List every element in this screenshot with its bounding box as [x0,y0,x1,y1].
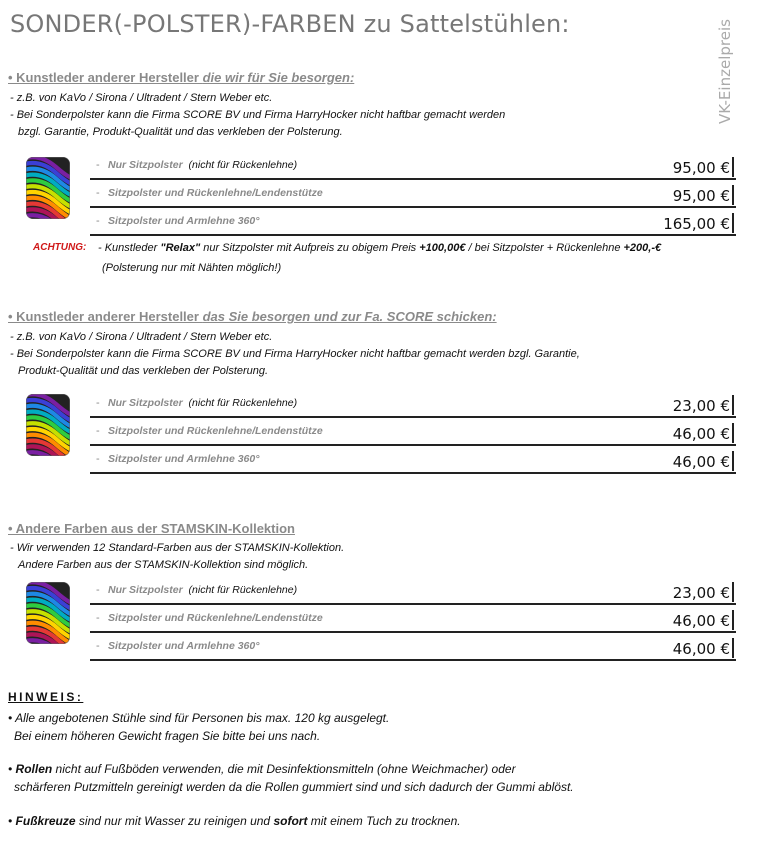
section-3-line-2: Andere Farben aus der STAMSKIN-Kollektion sind möglich. [18,559,309,571]
warning-text-2: nur Sitzpolster mit Aufpreis zu obigem Preis [200,242,420,254]
note-3-bullet: • [8,814,16,828]
note-2-line-1 [8,762,516,776]
warning-label: ACHTUNG: [33,242,87,253]
note-3-text-2: mit einem Tuch zu trocknen. [307,814,461,828]
section-2-heading-text: • Kunstleder anderer Hersteller [8,309,203,324]
note-3-bold: Fußkreuze [15,814,76,828]
note-2-text: nicht auf Fußböden verwenden, die mit Desinfektionsmitteln (ohne Weichmacher) oder [52,762,516,776]
note-3-text-1: sind nur mit Wasser zu reinigen und [75,814,274,828]
page-title: SONDER(-POLSTER)-FARBEN zu Sattelstühlen: [10,10,570,38]
warning-text-1: - Kunstleder [98,242,161,254]
section-2-line-3: Produkt-Qualität und das verkleben der Polsterung. [18,365,269,377]
section-3-heading [8,521,295,536]
item-label: Sitzpolster und Armlehne 360° [108,640,260,652]
note-2-line-2: schärferen Putzmitteln gereinigt werden da die Rollen gummiert sind und sich dadurch der Gummi ablöst. [14,780,574,794]
item-price: 23,00 € [673,395,734,415]
warning-surcharge-1: +100,00€ [419,242,466,254]
note-3 [8,814,461,828]
item-label: Nur Sitzpolster [108,584,183,596]
item-label: Sitzpolster und Armlehne 360° [108,453,260,465]
warning-relax: "Relax" [160,242,201,254]
item-label: Sitzpolster und Armlehne 360° [108,215,260,227]
section-1-heading [8,70,354,85]
section-2-heading [8,309,497,324]
vk-price-label: VK-Einzelpreis [716,19,734,124]
price-row: - Sitzpolster und Armlehne 360° 165,00 € [90,212,736,236]
item-price: 46,00 € [673,638,734,658]
item-label: Nur Sitzpolster [108,159,183,171]
note-3-bold-2: sofort [273,814,308,828]
price-row: - Nur Sitzpolster (nicht für Rückenlehne) 23,00 € [90,581,736,605]
hinweis-title: HINWEIS: [8,690,84,704]
note-1-line-1: • Alle angebotenen Stühle sind für Personen bis max. 120 kg ausgelegt. [8,711,390,725]
price-row: - Nur Sitzpolster (nicht für Rückenlehne) 95,00 € [90,156,736,180]
rainbow-color-swatch-icon [26,157,70,219]
item-price: 46,00 € [673,451,734,471]
item-note: (nicht für Rückenlehne) [188,584,298,596]
item-note: (nicht für Rückenlehne) [188,159,298,171]
item-label: Nur Sitzpolster [108,397,183,409]
item-label: Sitzpolster und Rückenlehne/Lendenstütze [108,612,323,624]
item-label: Sitzpolster und Rückenlehne/Lendenstütze [108,187,323,199]
price-row: - Sitzpolster und Rückenlehne/Lendenstütze 46,00 € [90,422,736,446]
price-row: - Sitzpolster und Rückenlehne/Lendenstütze 95,00 € [90,184,736,208]
note-2-bold: Rollen [15,762,53,776]
warning-surcharge-2: +200,-€ [623,242,662,254]
warning-text-3: / bei Sitzpolster + Rückenlehne [465,242,624,254]
item-price: 46,00 € [673,610,734,630]
note-1-line-2: Bei einem höheren Gewicht fragen Sie bitte bei uns nach. [14,729,321,743]
item-price: 46,00 € [673,423,734,443]
item-price: 95,00 € [673,185,734,205]
note-2-bullet: • [8,762,16,776]
warning-text [98,242,661,254]
price-row: - Sitzpolster und Armlehne 360° 46,00 € [90,637,736,661]
item-price: 95,00 € [673,157,734,177]
section-1-heading-text: • Kunstleder anderer Hersteller [8,70,203,85]
section-2-line-2: - Bei Sonderpolster kann die Firma SCORE BV und Firma HarryHocker nicht haftbar gemacht werden bzgl. Garantie, [10,348,580,360]
item-price: 165,00 € [663,213,734,233]
section-1-line-3: bzgl. Garantie, Produkt-Qualität und das verkleben der Polsterung. [18,126,343,138]
price-row: - Sitzpolster und Rückenlehne/Lendenstütze 46,00 € [90,609,736,633]
section-1-line-2: - Bei Sonderpolster kann die Firma SCORE BV und Firma HarryHocker nicht haftbar gemacht werden [10,109,506,121]
section-3-heading-text: • Andere Farben aus der STAMSKIN-Kollektion [8,521,295,536]
rainbow-color-swatch-icon [26,394,70,456]
section-1-line-1: - z.B. von KaVo / Sirona / Ultradent / Stern Weber etc. [10,92,273,104]
section-1-heading-italic: die wir für Sie besorgen: [202,70,355,85]
warning-line-2: (Polsterung nur mit Nähten möglich!) [102,262,282,274]
section-3-line-1: - Wir verwenden 12 Standard-Farben aus der STAMSKIN-Kollektion. [10,542,345,554]
price-row: - Sitzpolster und Armlehne 360° 46,00 € [90,450,736,474]
item-label: Sitzpolster und Rückenlehne/Lendenstütze [108,425,323,437]
item-price: 23,00 € [673,582,734,602]
section-2-line-1: - z.B. von KaVo / Sirona / Ultradent / Stern Weber etc. [10,331,273,343]
item-note: (nicht für Rückenlehne) [188,397,298,409]
price-row: - Nur Sitzpolster (nicht für Rückenlehne) 23,00 € [90,394,736,418]
rainbow-color-swatch-icon [26,582,70,644]
section-2-heading-italic: das Sie besorgen und zur Fa. SCORE schicken: [202,309,497,324]
